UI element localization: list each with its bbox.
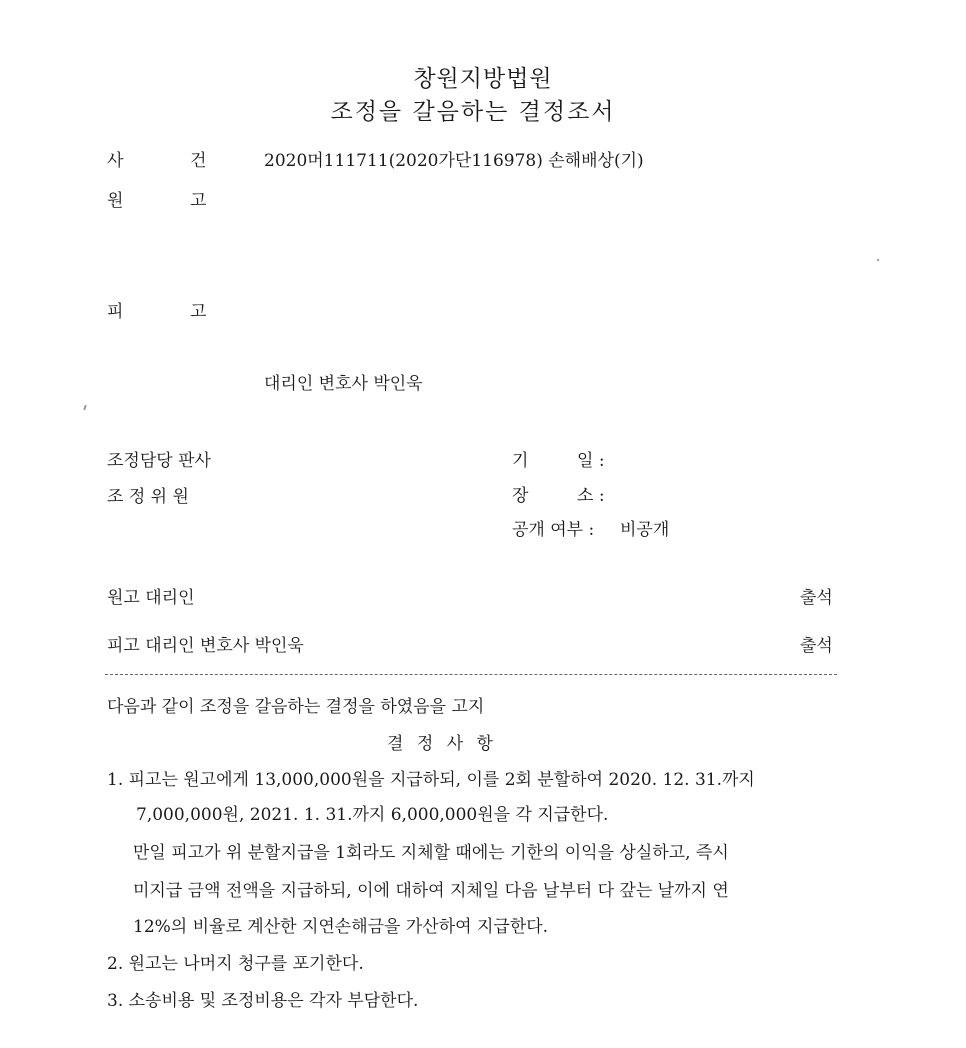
defendant-label-char2: 고 [190,302,207,322]
hearing-place-label-char1: 장 [512,486,529,506]
attendance-status: 출석 [800,636,833,656]
decision-item2: 2. 원고는 나머지 청구를 포기한다. [107,954,364,974]
decision-item3: 3. 소송비용 및 조정비용은 각자 부담한다. [107,991,419,1011]
disclosure-value: 비공개 [620,520,670,540]
scan-speck [83,405,87,410]
document-title: 조정을 갈음하는 결정조서 [330,99,616,125]
judge-label: 조정담당 판사 [107,451,211,471]
attendance-status: 출석 [800,588,833,608]
disclosure-label: 공개 여부 : [512,520,595,540]
scan-speck [877,259,880,262]
plaintiff-label-char1: 원 [107,191,124,211]
decision-item1-line1: 1. 피고는 원고에게 13,000,000원을 지급하되, 이를 2회 분할하여 2020. 12. 31.까지 [107,770,755,790]
defendant-label-char1: 피 [107,302,124,322]
defendant-representative: 대리인 변호사 박인욱 [264,374,423,394]
decision-item1-line2: 7,000,000원, 2021. 1. 31.까지 6,000,000원을 각 지급한다. [136,805,609,825]
hearing-date-label-char1: 기 [512,451,529,471]
decision-item1-line3: 만일 피고가 위 분할지급을 1회라도 지체할 때에는 기한의 이익을 상실하고, 즉시 [133,843,729,863]
case-value: 2020머111711(2020가단116978) 손해배상(기) [264,151,644,171]
decision-item1-line4: 미지급 금액 전액을 지급하되, 이에 대하여 지체일 다음 날부터 다 갚는 날까지 연 [133,881,729,901]
plaintiff-label-char2: 고 [190,191,207,211]
hearing-place-label-char2: 소 : [577,486,605,506]
court-name: 창원지방법원 [413,66,553,92]
section-divider [105,674,837,675]
hearing-date-label-char2: 일 : [577,451,605,471]
committee-label: 조 정 위 원 [107,487,189,507]
decision-notice: 다음과 같이 조정을 갈음하는 결정을 하였음을 고지 [107,697,485,717]
decision-item1-line5: 12%의 비율로 계산한 지연손해금을 가산하여 지급한다. [133,917,549,937]
attendance-party: 피고 대리인 변호사 박인욱 [107,636,304,656]
case-label-char1: 사 [107,151,124,171]
decision-heading: 결 정 사 항 [387,734,493,754]
attendance-party: 원고 대리인 [107,588,195,608]
case-label-char2: 건 [190,151,207,171]
